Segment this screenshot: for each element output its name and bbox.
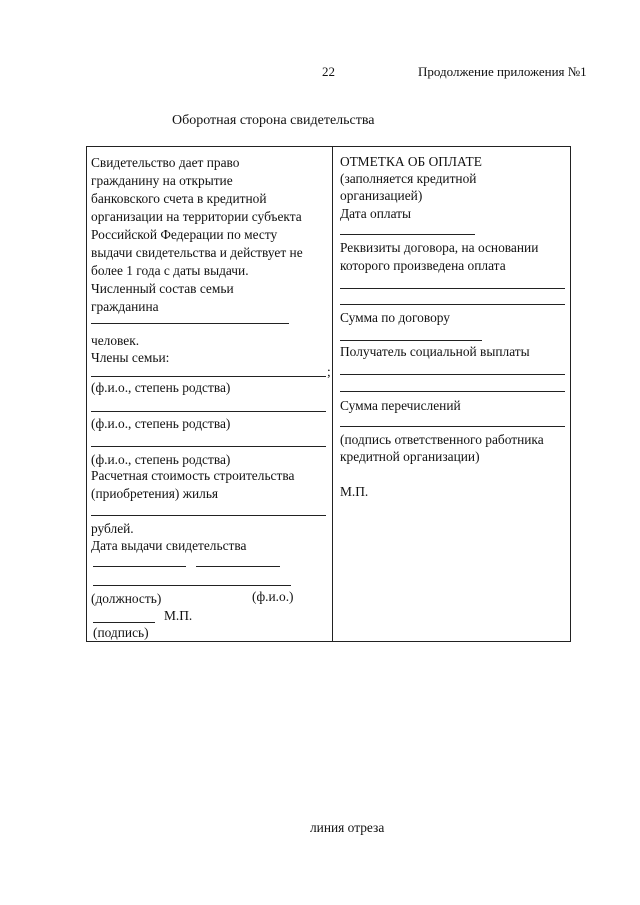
member-hint-3: (ф.и.о., степень родства) (91, 452, 231, 467)
left-intro-line-5: Российской Федерации по месту (91, 227, 278, 242)
family-size-label-1: Численный состав семьи (91, 281, 234, 296)
left-intro-line-3: банковского счета в кредитной (91, 191, 267, 206)
signature-note-1: (подпись ответственного работника (340, 432, 544, 447)
contract-sum-label: Сумма по договору (340, 310, 450, 325)
payment-date-line (340, 234, 475, 235)
family-size-field-line (91, 323, 289, 324)
cut-line-label: линия отреза (310, 820, 385, 835)
fio-hint: (ф.и.о.) (252, 589, 294, 604)
position-fio-line (93, 585, 291, 586)
recipient-line-1 (340, 374, 565, 375)
transfer-sum-label: Сумма перечислений (340, 398, 461, 413)
member-hint-2: (ф.и.о., степень родства) (91, 416, 231, 431)
position-hint: (должность) (91, 591, 162, 606)
left-intro-line-2: гражданину на открытие (91, 173, 233, 188)
recipient-line-2 (340, 391, 565, 392)
left-intro-line-4: организации на территории субъекта (91, 209, 302, 224)
signature-hint: (подпись) (93, 625, 149, 640)
transfer-sum-line (340, 426, 565, 427)
family-members-label: Члены семьи: (91, 350, 170, 365)
family-member-line-2 (91, 411, 326, 412)
continuation-note: Продолжение приложения №1 (418, 64, 587, 79)
payment-date-label: Дата оплаты (340, 206, 412, 221)
payment-mark-note-2: организацией) (340, 188, 423, 203)
members-semicolon: ; (327, 364, 331, 379)
signature-line (93, 622, 155, 623)
issue-date-line-a (93, 566, 186, 567)
signature-note-2: кредитной организации) (340, 449, 480, 464)
family-size-label-2: гражданина (91, 299, 159, 314)
contract-details-line-1 (340, 288, 565, 289)
cost-field-line (91, 515, 326, 516)
family-member-line-1 (91, 376, 326, 377)
left-intro-line-6: выдачи свидетельства и действует не (91, 245, 303, 260)
left-intro-line-7: более 1 года с даты выдачи. (91, 263, 249, 278)
page-number: 22 (322, 64, 335, 79)
family-member-line-3 (91, 446, 326, 447)
contract-details-label-2: которого произведена оплата (340, 258, 506, 273)
cost-label-1: Расчетная стоимость строительства (91, 468, 295, 483)
issue-date-line-b (196, 566, 280, 567)
page-title: Оборотная сторона свидетельства (172, 113, 375, 128)
contract-details-label-1: Реквизиты договора, на основании (340, 240, 539, 255)
payment-mark-note-1: (заполняется кредитной (340, 171, 477, 186)
left-seal-label: М.П. (164, 608, 193, 623)
member-hint-1: (ф.и.о., степень родства) (91, 380, 231, 395)
contract-sum-line (340, 340, 482, 341)
rubles-label: рублей. (91, 521, 134, 536)
contract-details-line-2 (340, 304, 565, 305)
recipient-label: Получатель социальной выплаты (340, 344, 530, 359)
cost-label-2: (приобретения) жилья (91, 486, 219, 501)
payment-mark-title: ОТМЕТКА ОБ ОПЛАТЕ (340, 154, 482, 169)
right-seal-label: М.П. (340, 484, 369, 499)
persons-label: человек. (91, 333, 140, 348)
issue-date-label: Дата выдачи свидетельства (91, 538, 247, 553)
left-intro-line-1: Свидетельство дает право (91, 155, 240, 170)
column-divider (332, 146, 333, 642)
